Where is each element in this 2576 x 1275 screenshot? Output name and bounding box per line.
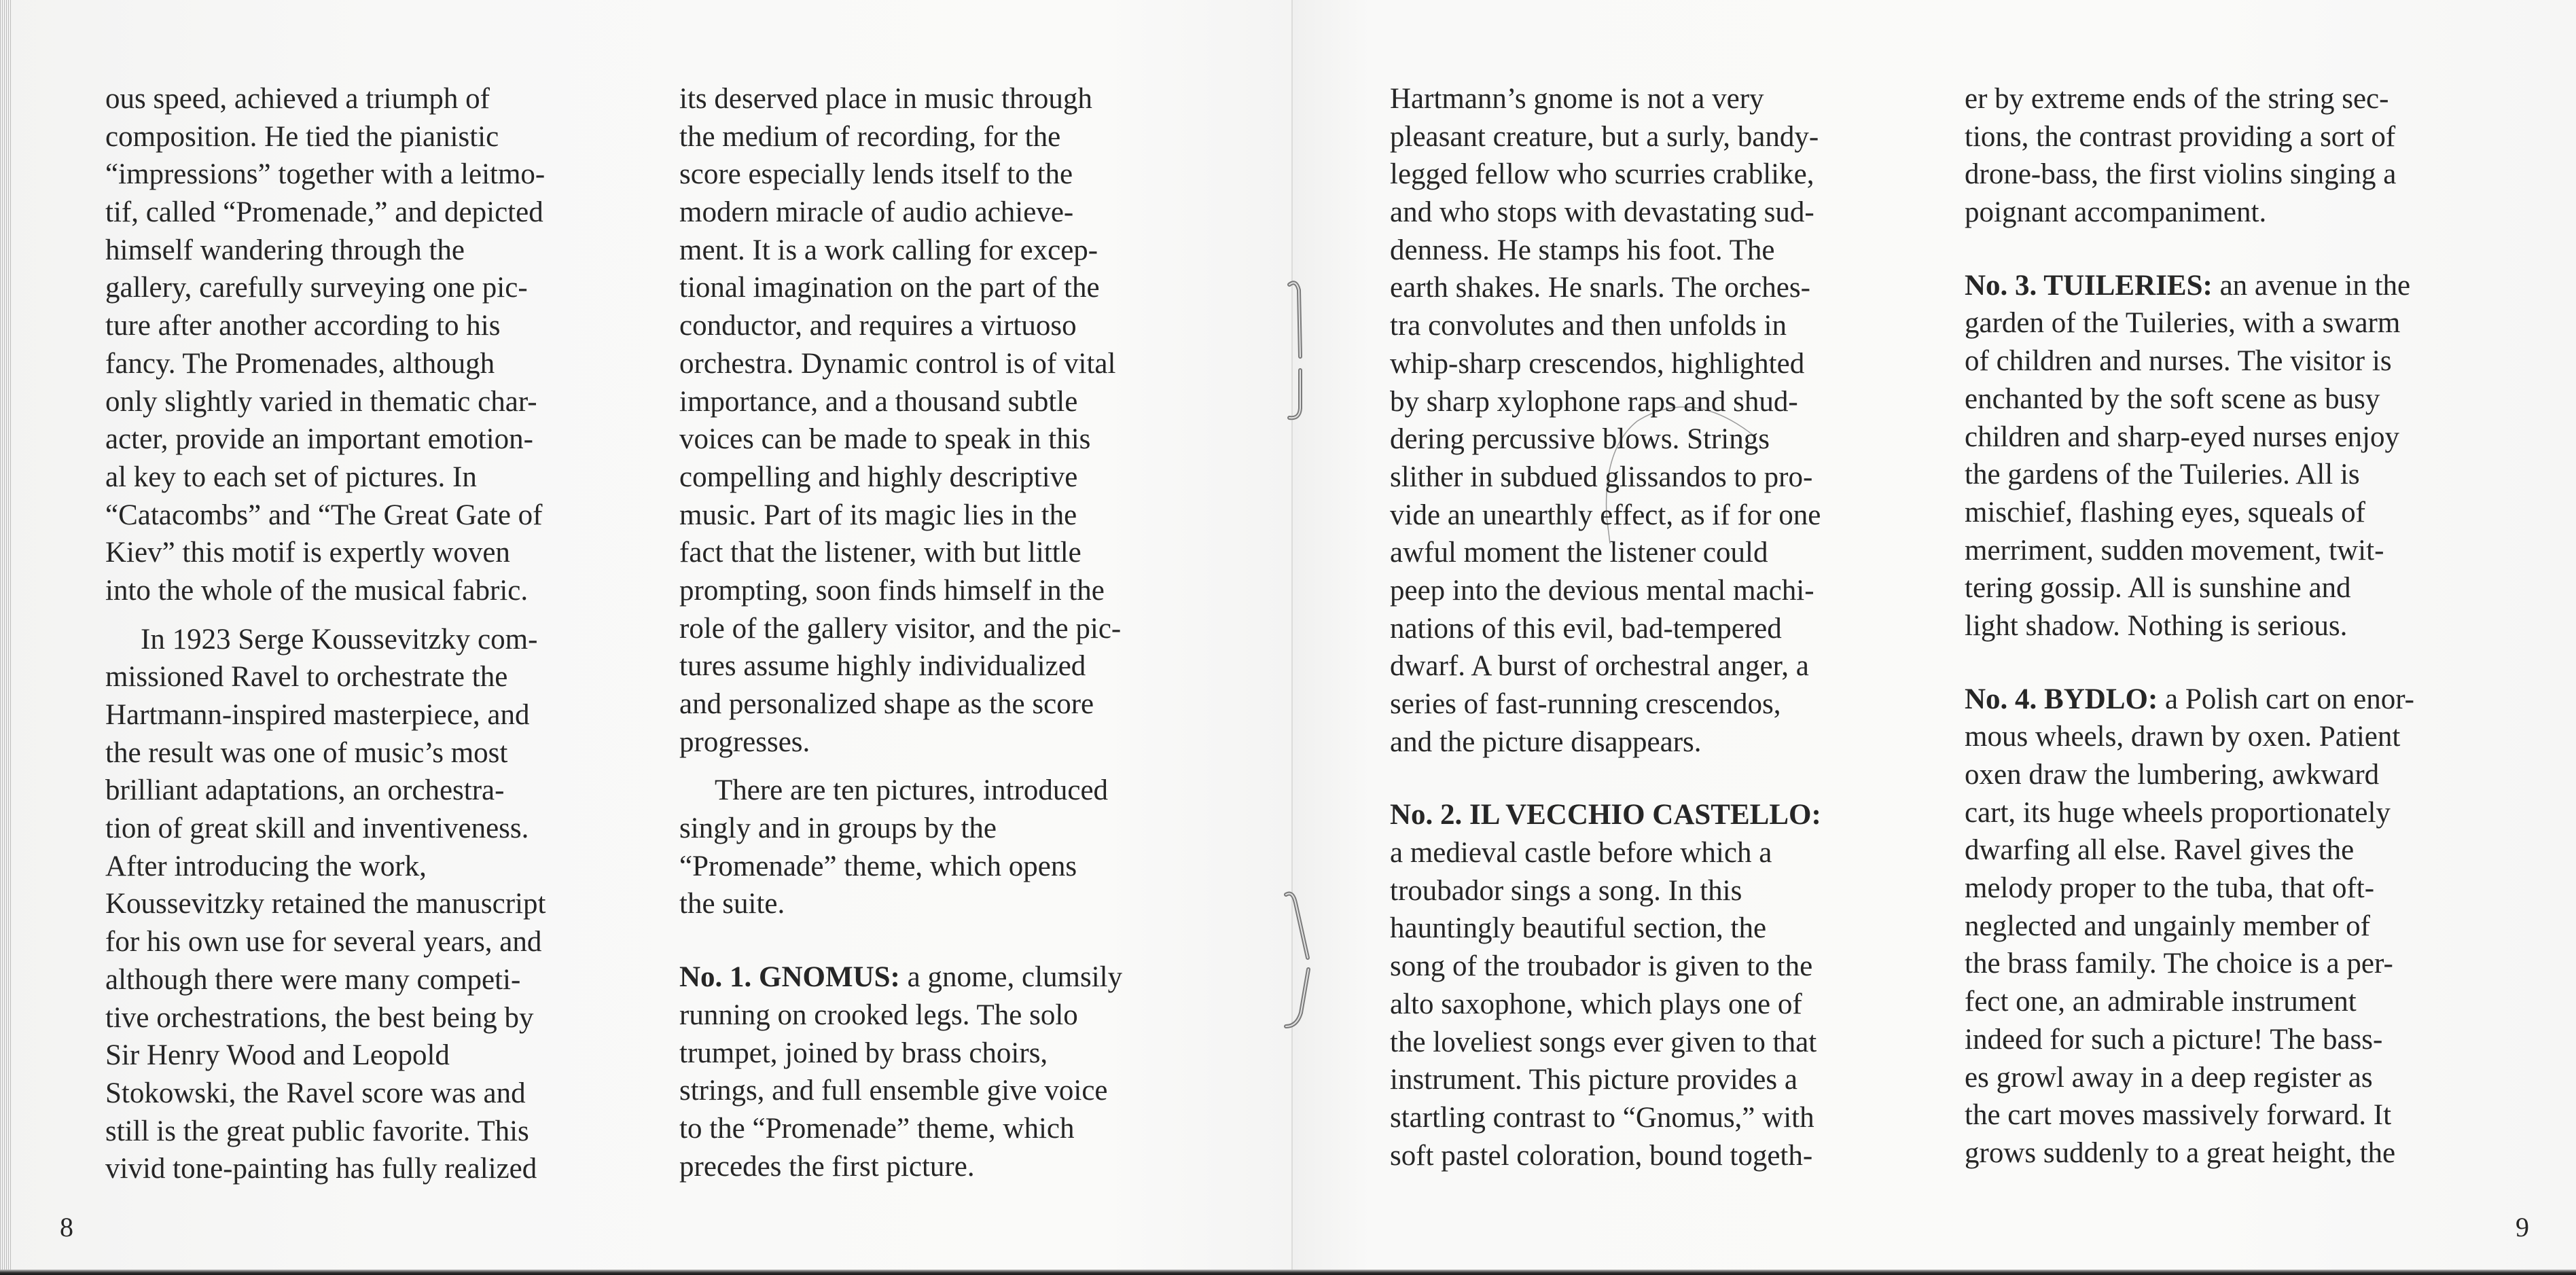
text-line: tion of great skill and inventiveness. [105,812,529,845]
text-line: the result was one of music’s most [105,736,508,769]
section-heading-line [1965,267,2414,305]
text-line: enchanted by the soft scene as busy [1965,382,2380,415]
text-line: soft pastel coloration, bound togeth- [1390,1139,1813,1172]
text-line: mous wheels, drawn by oxen. Patient [1965,721,2401,753]
text-line: ment. It is a work calling for excep- [679,234,1098,266]
text-line: by sharp xylophone raps and shud- [1390,385,1798,418]
paragraph-gap [1965,232,2414,267]
text-line: himself wandering through the [105,234,465,266]
paragraph-gap [679,761,1122,772]
text-line: whip-sharp crescendos, highlighted [1390,347,1805,380]
text-line: pleasant creature, but a surly, bandy- [1390,120,1819,153]
text-line: singly and in groups by the [679,812,997,845]
text-line: role of the gallery visitor, and the pic- [679,612,1122,645]
text-line: “Promenade” theme, which opens [679,850,1077,882]
text-line: instrument. This picture provides a [1390,1064,1797,1096]
text-line: strings, and full ensemble give voice [679,1075,1108,1107]
text-line: slither in subdued glissandos to pro- [1390,461,1813,493]
text-line: After introducing the work, [105,850,427,882]
text-line: orchestra. Dynamic control is of vital [679,347,1116,380]
text-line: dwarf. A burst of orchestral anger, a [1390,650,1809,683]
text-line: In 1923 Serge Koussevitzky com- [141,623,538,656]
text-line: tive orchestrations, the best being by [105,1001,534,1034]
text-line: “Catacombs” and “The Great Gate of [105,499,543,531]
text-line: tif, called “Promenade,” and depicted [105,196,543,229]
paragraph-gap [679,923,1122,958]
text-line: of children and nurses. The visitor is [1965,345,2392,378]
section-heading-rest: a gnome, clumsily [899,961,1123,994]
text-line: children and sharp-eyed nurses enjoy [1965,420,2400,453]
text-line: troubador sings a song. In this [1390,874,1742,907]
text-line: conductor, and requires a virtuoso [679,310,1077,342]
section-heading-rest: an avenue in the [2212,269,2411,302]
text-line: legged fellow who scurries crablike, [1390,158,1814,191]
text-line: Hartmann’s gnome is not a very [1390,83,1764,115]
text-line: denness. He stamps his foot. The [1390,234,1775,266]
text-line: although there were many competi- [105,963,521,996]
text-line: modern miracle of audio achieve- [679,196,1074,229]
text-line: Kiev” this motif is expertly woven [105,537,510,569]
text-line: awful moment the listener could [1390,537,1768,569]
text-line: ous speed, achieved a triumph of [105,83,490,115]
text-line: garden of the Tuileries, with a swarm [1965,307,2401,340]
page-8-column-2 [679,80,1122,1185]
text-line: acter, provide an important emotion- [105,423,533,456]
text-line: Koussevitzky retained the manuscript [105,888,546,920]
text-line: precedes the first picture. [679,1150,975,1183]
text-line: Stokowski, the Ravel score was and [105,1077,526,1109]
page-number-left: 8 [60,1212,73,1242]
text-line: ture after another according to his [105,310,501,342]
section-heading-rest: a Polish cart on enor- [2158,683,2414,715]
section-heading: No. 4. BYDLO: [1965,683,2158,715]
section-heading: No. 3. TUILERIES: [1965,269,2213,302]
text-line: song of the troubador is given to the [1390,950,1813,983]
page-9-column-2 [1965,80,2414,1172]
text-line: mischief, flashing eyes, squeals of [1965,496,2365,528]
text-line: missioned Ravel to orchestrate the [105,661,508,694]
text-line: series of fast-running crescendos, [1390,688,1781,720]
text-line: composition. He tied the pianistic [105,120,499,153]
text-line: er by extreme ends of the string sec- [1965,83,2389,115]
text-line: tures assume highly individualized [679,650,1086,683]
text-line: oxen draw the lumbering, awkward [1965,759,2380,791]
text-line: the loveliest songs ever given to that [1390,1026,1817,1058]
text-line: startling contrast to “Gnomus,” with [1390,1101,1814,1134]
text-line: grows suddenly to a great height, the [1965,1136,2396,1169]
page-8-column-1 [105,80,545,1188]
page-stack-edge [0,0,11,1275]
text-line: peep into the devious mental machi- [1390,574,1814,607]
text-line: merriment, sudden movement, twit- [1965,534,2384,567]
text-line: score especially lends itself to the [679,158,1073,191]
text-line: to the “Promenade” theme, which [679,1112,1075,1145]
text-line: fect one, an admirable instrument [1965,986,2357,1018]
text-line: the gardens of the Tuileries. All is [1965,459,2360,491]
text-line: poignant accompaniment. [1965,196,2267,229]
section-heading-line [1965,681,2414,719]
text-line: tional imagination on the part of the [679,272,1100,304]
scan-bottom-edge [0,1270,2576,1275]
text-line: drone-bass, the first violins singing a [1965,158,2397,191]
text-line: tra convolutes and then unfolds in [1390,310,1787,342]
page-9-column-1 [1390,80,1821,1174]
text-line: music. Part of its magic lies in the [679,499,1077,531]
text-line: There are ten pictures, introduced [715,774,1109,807]
paragraph-gap [105,610,545,621]
text-line: the brass family. The choice is a per- [1965,948,2393,980]
text-line: fancy. The Promenades, although [105,347,495,380]
text-line: for his own use for several years, and [105,926,542,958]
text-line: progresses. [679,725,810,758]
text-line: still is the great public favorite. This [105,1115,529,1147]
text-line: the medium of recording, for the [679,120,1061,153]
text-line: fact that the listener, with but little [679,537,1081,569]
text-line: only slightly varied in thematic char- [105,385,537,418]
text-line: “impressions” together with a leitmo- [105,158,545,191]
text-line: earth shakes. He snarls. The orches- [1390,272,1810,304]
booklet-spine [1291,0,1293,1275]
page-number-right: 9 [2516,1212,2529,1242]
text-line: compelling and highly descriptive [679,461,1078,493]
text-line: Hartmann-inspired masterpiece, and [105,699,530,731]
text-line: cart, its huge wheels proportionately [1965,796,2391,829]
text-line: the cart moves massively forward. It [1965,1099,2392,1132]
text-line: tering gossip. All is sunshine and [1965,572,2351,605]
text-line: al key to each set of pictures. In [105,461,477,493]
text-line: nations of this evil, bad-tempered [1390,612,1782,645]
text-line: the suite. [679,888,785,920]
text-line: importance, and a thousand subtle [679,385,1078,418]
text-line: voices can be made to speak in this [679,423,1091,456]
text-line: indeed for such a picture! The bass- [1965,1023,2383,1056]
staple-top-icon [1283,275,1310,425]
text-line: light shadow. Nothing is serious. [1965,609,2348,642]
paragraph-gap [1965,645,2414,681]
text-line: its deserved place in music through [679,83,1092,115]
text-line: prompting, soon finds himself in the [679,574,1105,607]
section-heading-line [679,958,1122,996]
text-line: gallery, carefully surveying one pic- [105,272,528,304]
text-line: running on crooked legs. The solo [679,999,1078,1031]
text-line: and personalized shape as the score [679,688,1094,720]
text-line: melody proper to the tuba, that oft- [1965,872,2375,905]
text-line: dwarfing all else. Ravel gives the [1965,834,2355,867]
text-line: dering percussive blows. Strings [1390,423,1770,456]
text-line: into the whole of the musical fabric. [105,574,529,607]
text-line: Sir Henry Wood and Leopold [105,1039,450,1072]
staple-bottom-icon [1281,886,1321,1036]
text-line: vide an unearthly effect, as if for one [1390,499,1821,531]
text-line: alto saxophone, which plays one of [1390,988,1802,1020]
text-line: and the picture disappears. [1390,725,1702,758]
section-heading-line [1390,796,1821,834]
section-heading: No. 2. IL VECCHIO CASTELLO: [1390,799,1821,831]
text-line: a medieval castle before which a [1390,837,1772,869]
text-line: tions, the contrast providing a sort of [1965,120,2396,153]
section-heading: No. 1. GNOMUS: [679,961,900,994]
text-line: hauntingly beautiful section, the [1390,912,1767,945]
text-line: and who stops with devastating sud- [1390,196,1814,229]
text-line: vivid tone-painting has fully realized [105,1153,537,1185]
text-line: es growl away in a deep register as [1965,1061,2373,1094]
text-line: brilliant adaptations, an orchestra- [105,774,505,807]
text-line: trumpet, joined by brass choirs, [679,1037,1048,1069]
paragraph-gap [1390,761,1821,796]
text-line: neglected and ungainly member of [1965,910,2371,942]
